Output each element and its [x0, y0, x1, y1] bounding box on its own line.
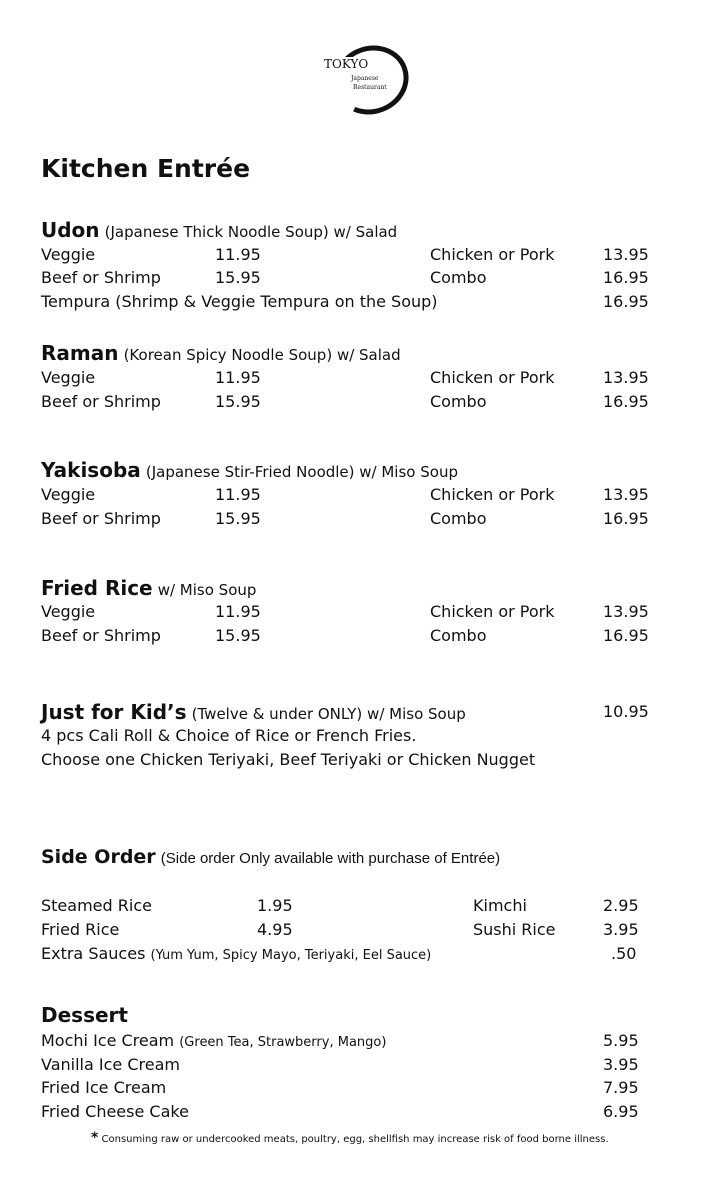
section-udon-heading: [41, 218, 397, 242]
footnote-text: Consuming raw or undercooked meats, poultry, egg, shellfish may increase risk of food borne illness.: [101, 1134, 609, 1145]
menu-item: Combo: [430, 626, 487, 645]
menu-item: Combo: [430, 392, 487, 411]
menu-price: 13.95: [603, 485, 649, 504]
menu-price: 3.95: [603, 920, 639, 939]
logo-line1: Japanese: [351, 75, 379, 82]
menu-item: Vanilla Ice Cream: [41, 1055, 180, 1074]
menu-item: Chicken or Pork: [430, 368, 555, 387]
menu-item: Kimchi: [473, 896, 527, 915]
menu-price: 16.95: [603, 509, 649, 528]
menu-item: Tempura (Shrimp & Veggie Tempura on the Soup): [41, 292, 438, 311]
section-side-order-heading: [41, 846, 500, 868]
menu-item: Veggie: [41, 602, 96, 621]
menu-item: Veggie: [41, 245, 96, 264]
menu-price: 2.95: [603, 896, 639, 915]
section-description: w/ Miso Soup: [157, 581, 257, 599]
footnote-star: *: [91, 1130, 99, 1146]
menu-price: 13.95: [603, 602, 649, 621]
section-title: Raman: [41, 341, 119, 365]
section-raman-heading: [41, 341, 401, 365]
menu-price: 16.95: [603, 292, 649, 311]
menu-item-detail: Choose one Chicken Teriyaki, Beef Teriyaki or Chicken Nugget: [41, 750, 536, 769]
menu-price: 16.95: [603, 626, 649, 645]
menu-price: 11.95: [215, 368, 261, 387]
menu-price: 13.95: [603, 245, 649, 264]
footnote: [91, 1130, 609, 1146]
menu-item: Chicken or Pork: [430, 485, 555, 504]
menu-price: 15.95: [215, 392, 261, 411]
section-fried-rice-heading: [41, 576, 256, 600]
section-title: Just for Kid’s: [41, 700, 187, 724]
logo-line2: Restaurant: [353, 84, 387, 91]
section-description: (Korean Spicy Noodle Soup) w/ Salad: [123, 346, 401, 364]
menu-item: Beef or Shrimp: [41, 626, 161, 645]
menu-price: 11.95: [215, 485, 261, 504]
menu-price: 16.95: [603, 268, 649, 287]
menu-item: Chicken or Pork: [430, 245, 555, 264]
menu-price: 15.95: [215, 626, 261, 645]
menu-item: Beef or Shrimp: [41, 392, 161, 411]
menu-item: Combo: [430, 268, 487, 287]
section-description: (Japanese Thick Noodle Soup) w/ Salad: [104, 223, 398, 241]
restaurant-logo: [324, 46, 407, 108]
menu-item: Sushi Rice: [473, 920, 556, 939]
menu-item: Beef or Shrimp: [41, 509, 161, 528]
menu-item-sauces: [41, 944, 431, 966]
menu-item-detail: (Green Tea, Strawberry, Mango): [179, 1035, 387, 1050]
menu-price: 4.95: [257, 920, 293, 939]
page-title: Kitchen Entrée: [41, 154, 251, 183]
menu-item: Steamed Rice: [41, 896, 152, 915]
section-description: (Japanese Stir-Fried Noodle) w/ Miso Soup: [145, 463, 458, 481]
menu-price: 7.95: [603, 1078, 639, 1097]
menu-item: Fried Rice: [41, 920, 120, 939]
section-kids-heading: [41, 700, 466, 724]
menu-item-detail: 4 pcs Cali Roll & Choice of Rice or French Fries.: [41, 726, 417, 745]
menu-item: Combo: [430, 509, 487, 528]
section-title: Udon: [41, 218, 100, 242]
menu-item: Chicken or Pork: [430, 602, 555, 621]
menu-item: Fried Ice Cream: [41, 1078, 167, 1097]
menu-item: Fried Cheese Cake: [41, 1102, 189, 1121]
menu-price: 11.95: [215, 602, 261, 621]
menu-price: .50: [611, 944, 637, 963]
menu-item-detail: (Yum Yum, Spicy Mayo, Teriyaki, Eel Sauce): [150, 948, 432, 963]
menu-price: 15.95: [215, 509, 261, 528]
menu-item: Veggie: [41, 485, 96, 504]
menu-item: Beef or Shrimp: [41, 268, 161, 287]
menu-price: 13.95: [603, 368, 649, 387]
section-yakisoba-heading: [41, 458, 458, 482]
logo-brand: TOKYO: [324, 57, 369, 71]
section-dessert-heading: Dessert: [41, 1003, 128, 1027]
menu-price: 10.95: [603, 702, 649, 721]
menu-price: 5.95: [603, 1031, 639, 1050]
section-description: (Twelve & under ONLY) w/ Miso Soup: [191, 705, 466, 723]
menu-item: Extra Sauces: [41, 944, 146, 963]
menu-item-mochi: [41, 1031, 386, 1053]
menu-price: 16.95: [603, 392, 649, 411]
menu-price: 1.95: [257, 896, 293, 915]
section-title: Fried Rice: [41, 576, 153, 600]
menu-item: Mochi Ice Cream: [41, 1031, 175, 1050]
menu-price: 6.95: [603, 1102, 639, 1121]
menu-price: 11.95: [215, 245, 261, 264]
menu-price: 3.95: [603, 1055, 639, 1074]
menu-item: Veggie: [41, 368, 96, 387]
section-title: Side Order: [41, 846, 156, 868]
section-description: (Side order Only available with purchase of Entrée): [160, 850, 501, 867]
section-title: Yakisoba: [41, 458, 141, 482]
menu-price: 15.95: [215, 268, 261, 287]
